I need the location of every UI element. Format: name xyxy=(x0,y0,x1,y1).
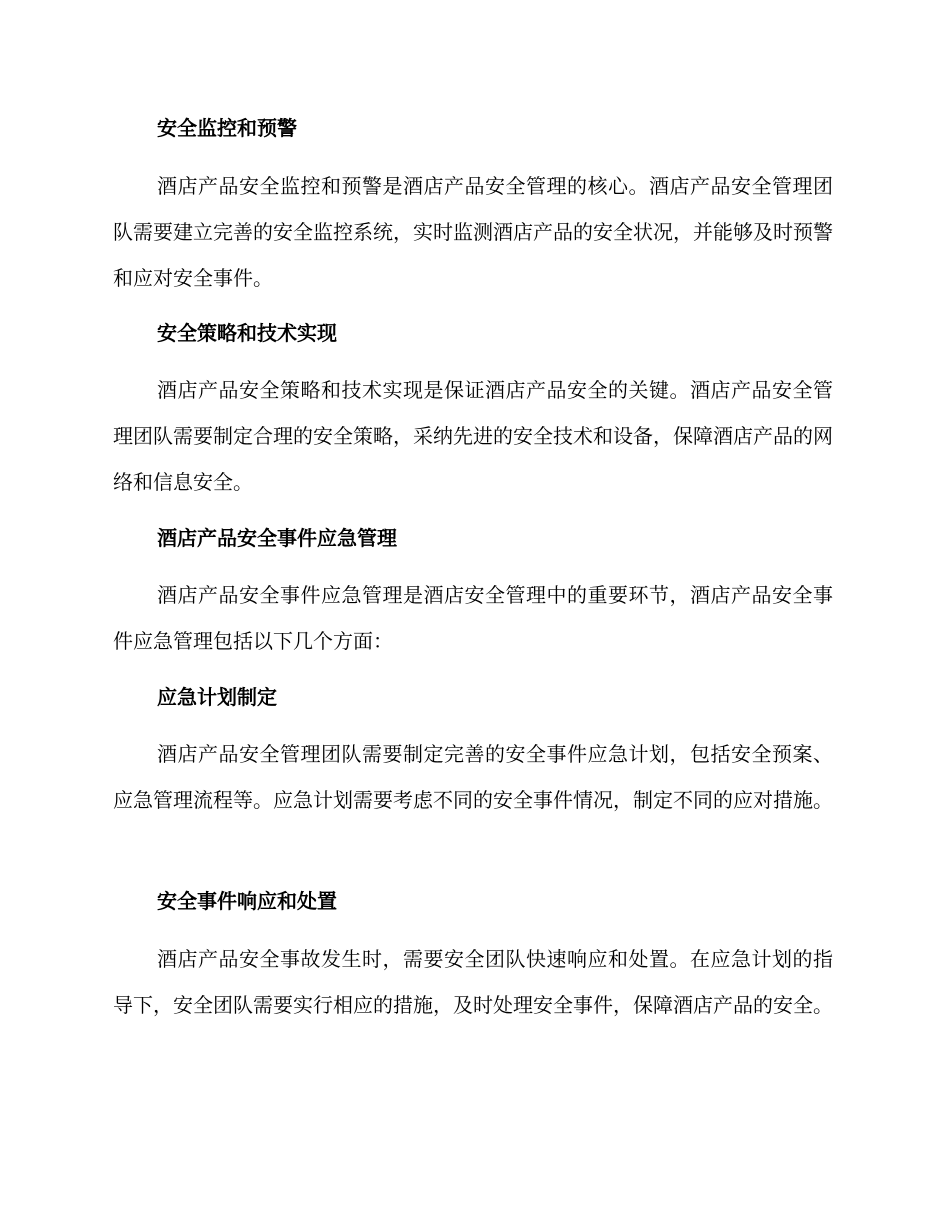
section-body-incident-response: 酒店产品安全事故发生时，需要安全团队快速响应和处置。在应急计划的指导下，安全团队需要实行相应的措施，及时处理安全事件，保障酒店产品的安全。 xyxy=(113,947,833,1017)
section-heading-incident-response: 安全事件响应和处置 xyxy=(157,889,337,913)
section-body-monitoring: 酒店产品安全监控和预警是酒店产品安全管理的核心。酒店产品安全管理团队需要建立完善的安全监控系统，实时监测酒店产品的安全状况，并能够及时预警和应对安全事件。 xyxy=(113,174,833,290)
section-heading-strategy: 安全策略和技术实现 xyxy=(157,321,337,345)
section-body-emergency-plan: 酒店产品安全管理团队需要制定完善的安全事件应急计划，包括安全预案、应急管理流程等。应急计划需要考虑不同的安全事件情况，制定不同的应对措施。 xyxy=(113,742,833,812)
section-heading-monitoring: 安全监控和预警 xyxy=(157,116,297,140)
section-body-strategy: 酒店产品安全策略和技术实现是保证酒店产品安全的关键。酒店产品安全管理团队需要制定合理的安全策略，采纳先进的安全技术和设备，保障酒店产品的网络和信息安全。 xyxy=(113,378,833,494)
section-heading-emergency-plan: 应急计划制定 xyxy=(157,685,277,709)
section-body-emergency-management: 酒店产品安全事件应急管理是酒店安全管理中的重要环节，酒店产品安全事件应急管理包括以下几个方面： xyxy=(113,583,833,653)
section-heading-emergency-management: 酒店产品安全事件应急管理 xyxy=(157,526,397,550)
